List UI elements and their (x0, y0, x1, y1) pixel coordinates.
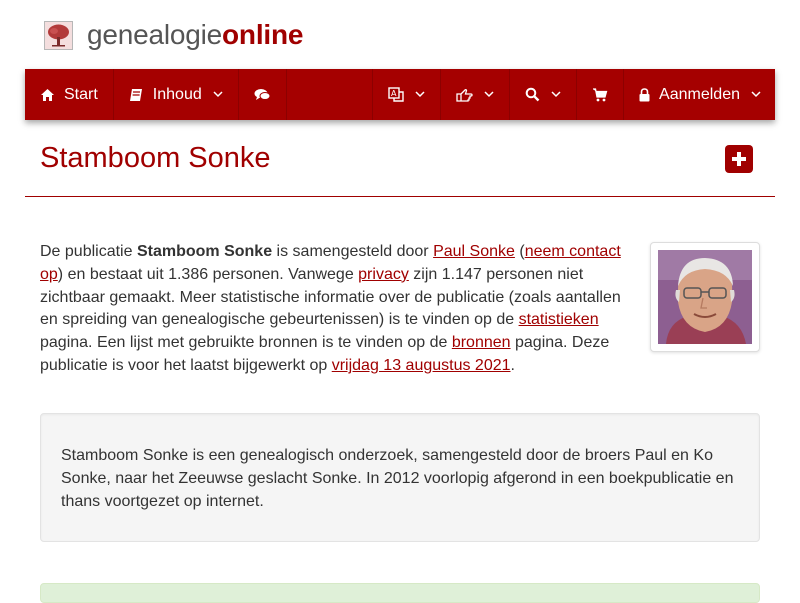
nav-forum[interactable] (239, 69, 287, 120)
chevron-down-icon (484, 91, 494, 98)
translate-icon (388, 87, 404, 102)
home-icon (40, 88, 55, 102)
avatar (658, 250, 752, 344)
nav-language[interactable] (373, 69, 441, 120)
intro-text: is samengesteld door (272, 243, 434, 260)
intro-text: ( (514, 243, 525, 260)
author-link[interactable]: Paul Sonke (433, 243, 515, 260)
lock-icon (639, 88, 650, 102)
site-logo[interactable] (44, 18, 303, 52)
nav-search[interactable] (510, 69, 577, 120)
svg-text:A: A (391, 89, 397, 98)
add-button[interactable] (725, 145, 753, 173)
nav-login-label: Aanmelden (659, 85, 740, 103)
chevron-down-icon (551, 91, 561, 98)
brand-name (87, 19, 303, 51)
nav-start[interactable] (25, 69, 114, 120)
statistics-link[interactable]: statistieken (518, 311, 599, 329)
privacy-link[interactable]: privacy (358, 265, 409, 283)
success-panel (40, 583, 760, 603)
publication-name: Stamboom Sonke (136, 243, 273, 260)
nav-start-label: Start (64, 85, 98, 103)
nav-share[interactable] (441, 69, 510, 120)
intro-text: De publicatie (40, 243, 137, 260)
title-divider (25, 196, 775, 197)
contact-link[interactable]: neem contact op (40, 243, 621, 283)
last-updated-link[interactable]: vrijdag 13 augustus 2021 (331, 356, 511, 374)
page-title: Stamboom Sonke (40, 142, 271, 174)
comments-icon (254, 88, 271, 102)
author-avatar-card[interactable] (650, 242, 760, 352)
nav-inhoud-label: Inhoud (152, 85, 202, 103)
cart-icon (592, 88, 608, 102)
hand-pointing-icon (456, 88, 473, 102)
chevron-down-icon (213, 91, 223, 98)
intro-text: pagina. Een lijst met gebruikte bronnen is te vinden op de (40, 334, 452, 352)
plus-square-icon (730, 150, 748, 168)
intro-text: pagina. Deze publicatie is voor het laatst bijgewerkt op (40, 334, 610, 374)
publication-intro (40, 241, 640, 378)
brand-part2: online (222, 19, 304, 50)
book-icon (129, 88, 144, 102)
nav-spacer (287, 69, 373, 120)
chevron-down-icon (415, 91, 425, 98)
tree-logo-icon (44, 21, 73, 50)
sources-link[interactable]: bronnen (451, 334, 511, 352)
brand-part1: genealogie (87, 19, 223, 50)
nav-inhoud[interactable] (114, 69, 239, 120)
intro-text: . (510, 356, 515, 374)
chevron-down-icon (751, 91, 761, 98)
main-navbar (25, 69, 775, 120)
publication-description: Stamboom Sonke is een genealogisch onderzoek, samengesteld door de broers Paul en Ko Sonke, naar het Zeeuwse geslacht Sonke. In 2012 voorlopig afgerond in een boekpublicatie en thans voortgezet op internet. (40, 413, 760, 542)
search-icon (525, 87, 540, 102)
intro-text: ) en bestaat uit 1.386 personen. Vanwege (57, 265, 359, 283)
nav-login[interactable] (624, 69, 775, 120)
intro-text: zijn 1.147 personen niet zichtbaar gemaakt. Meer statistische informatie over de publicatie (zoals aantallen en spreiding van genealogische gebeurtenissen) is te vinden op de (40, 265, 621, 329)
nav-shop[interactable] (577, 69, 624, 120)
